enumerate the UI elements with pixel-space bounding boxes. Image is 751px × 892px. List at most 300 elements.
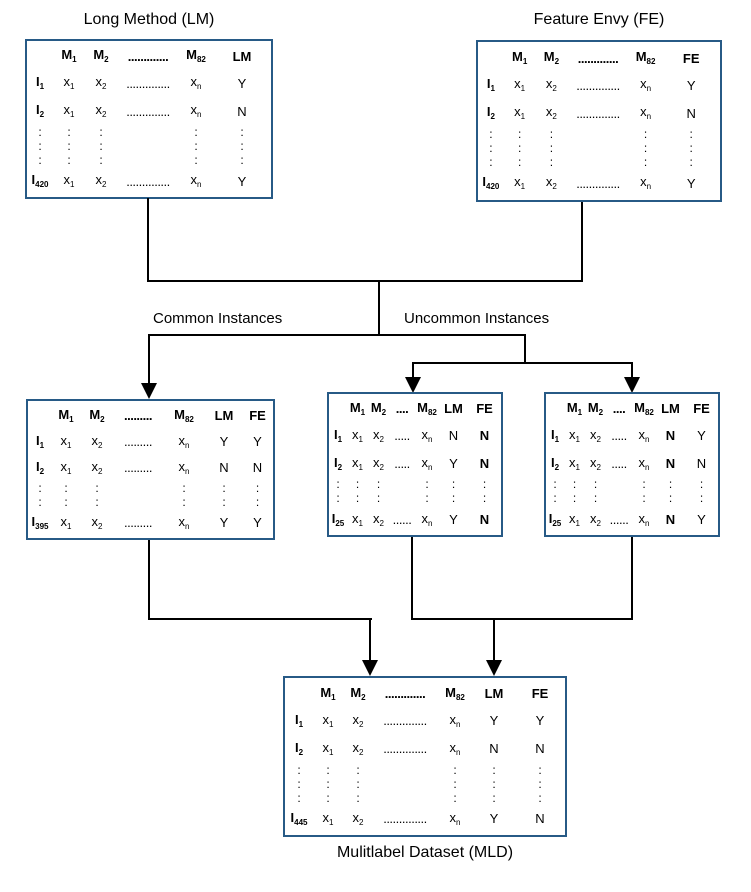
table-cell: : [689,155,693,169]
table-cell: : [355,477,360,492]
table-cell: : [67,153,71,167]
connector-line [631,537,633,620]
table-cell: $M_1$ [320,684,336,703]
table-cell: : [425,491,429,506]
table-cell: $M_2$ [93,47,109,65]
table-cell: ......... [123,515,152,531]
table-cell: : [699,477,704,492]
table-cell: $x_2$ [545,76,557,94]
table-cell: : [240,153,244,167]
table-cell: : [336,491,340,506]
table-cell: : [356,762,360,777]
table-cell: $I_2$ [333,454,343,472]
table-cell: N [219,460,229,476]
table-cell: : [38,495,42,510]
table-row [285,681,565,707]
table-cell: $x_n$ [421,427,433,445]
table-cell: $I_1$ [35,74,45,92]
table-cell: .............. [576,175,620,191]
table-cell: $x_1$ [569,510,580,528]
table-cell: N [665,428,676,444]
table-cell: $x_n$ [638,454,650,472]
table-cell: ............. [127,48,169,64]
table-cell: .............. [126,75,170,91]
table-cell: LM [214,407,234,423]
table-row [546,450,718,478]
table-cell: : [593,477,598,492]
table-cell: $x_1$ [569,454,580,472]
long-method-title: Long Method (LM) [83,11,215,28]
table-cell: : [38,125,42,139]
table-cell: : [538,790,542,805]
table-cell: $x_1$ [352,510,363,528]
table-cell: $x_1$ [322,739,334,758]
table-cell: : [453,776,457,791]
table-cell: $x_2$ [590,510,601,528]
table-cell: ......... [123,407,152,423]
table-cell: $I_1$ [35,432,45,450]
arrow-down-icon [141,383,157,399]
table-cell: : [194,153,198,167]
table-cell: $x_1$ [514,174,526,192]
table-cell: : [492,776,496,791]
table-cell: $x_2$ [91,514,103,532]
table-cell: : [689,141,693,155]
table-cell: : [668,477,673,492]
table-cell: : [451,491,456,506]
table-cell: $x_1$ [514,104,526,122]
table-cell: .............. [126,173,170,189]
table-row [285,777,565,791]
table-row [478,141,720,155]
table-cell: $x_n$ [638,510,650,528]
table-cell: $I_{395}$ [31,514,49,532]
table-row [27,125,271,139]
table-cell: $x_2$ [373,454,384,472]
table-cell: : [492,762,496,777]
table-cell: $x_2$ [373,510,384,528]
table-cell: $x_2$ [91,432,103,450]
table-row [478,169,720,197]
table-cell: $x_2$ [352,809,364,828]
table-cell: : [517,127,522,141]
common-instances-label: Common Instances [153,310,283,327]
table-row [478,45,720,71]
table-cell: Y [253,515,262,531]
table-cell: : [538,762,542,777]
table-cell: $I_2$ [486,104,495,122]
table-cell: Y [449,455,458,471]
table-cell: : [326,776,330,791]
table-cell: $x_1$ [322,809,334,828]
table-cell: $x_n$ [190,102,202,120]
table-cell: $x_1$ [60,432,72,450]
table-cell: $x_2$ [95,102,107,120]
table-row [478,155,720,169]
table-cell: $I_2$ [550,454,560,472]
table-cell: : [489,127,493,141]
table-cell: ............. [577,50,619,66]
connector-line [148,334,150,386]
table-cell: $x_n$ [638,427,650,445]
table-cell: $x_n$ [421,454,433,472]
table-cell: Y [489,811,499,826]
table-cell: : [517,141,522,155]
table-cell: Y [489,713,499,728]
table-row [546,422,718,450]
common-instances-table [26,399,275,540]
table-cell: $M_{82}$ [634,400,654,418]
table-cell: : [67,139,71,153]
table-cell: N [489,741,499,756]
table-cell: $M_{82}$ [417,400,437,418]
table-cell: ..... [611,428,627,444]
table-cell: $x_n$ [640,104,652,122]
table-cell: : [95,481,99,496]
table-cell: $M_1$ [349,400,366,418]
table-cell: $x_n$ [178,514,190,532]
table-cell: $x_2$ [545,174,557,192]
table-cell: : [222,495,226,510]
table-row [329,505,501,533]
table-cell: $x_2$ [91,459,103,477]
table-row [28,509,273,536]
table-cell: $M_{82}$ [174,406,194,425]
table-cell: N [479,511,490,527]
table-cell: ..... [611,455,627,471]
table-row [27,69,271,97]
table-cell: : [99,153,103,167]
table-row [329,491,501,505]
table-cell: $M_2$ [370,400,387,418]
table-cell: N [665,511,676,527]
table-cell: $I_{445}$ [290,809,308,828]
table-cell: : [425,477,429,492]
table-row [329,477,501,491]
table-cell: : [643,155,648,169]
table-cell: : [593,491,598,506]
table-cell: : [326,790,330,805]
table-cell: $x_n$ [178,459,190,477]
arrow-down-icon [624,377,640,393]
table-cell: FE [682,50,700,66]
table-cell: ...... [392,511,412,527]
table-row [546,505,718,533]
table-cell: $I_{420}$ [482,174,500,192]
table-row [27,139,271,153]
table-cell: FE [693,401,710,417]
table-row [546,491,718,505]
table-cell: : [549,127,554,141]
connector-line [493,618,495,662]
table-cell: ..... [394,428,410,444]
table-cell: : [297,790,301,805]
table-cell: $M_2$ [543,49,560,67]
table-cell: : [489,155,493,169]
table-cell: : [376,477,381,492]
table-cell: : [572,491,577,506]
table-cell: .... [395,401,409,417]
table-cell: $x_2$ [95,172,107,190]
table-cell: : [642,477,646,492]
connector-line [148,540,150,620]
table-cell: ......... [123,433,152,449]
table-cell: $x_n$ [190,172,202,190]
table-cell: $x_2$ [545,104,557,122]
table-cell: $x_n$ [640,76,652,94]
table-cell: N [479,428,490,444]
table-cell: Y [237,173,247,189]
table-cell: $M_1$ [58,406,74,425]
table-cell: $x_n$ [449,739,461,758]
table-row [28,455,273,482]
table-cell: : [255,481,260,496]
connector-line [581,202,583,282]
table-row [28,495,273,509]
table-row [285,791,565,805]
table-row [478,99,720,127]
table-cell: $x_1$ [569,427,580,445]
table-row [285,805,565,833]
table-cell: : [549,141,554,155]
table-cell: : [356,790,360,805]
table-cell: .............. [383,741,427,756]
table-cell: $I_1$ [550,427,560,445]
connector-line [411,537,413,620]
table-cell: $I_2$ [294,739,304,758]
table-row [285,763,565,777]
table-cell: : [643,127,648,141]
table-cell: $x_2$ [590,454,601,472]
table-cell: : [642,491,646,506]
connector-line [369,618,371,662]
table-cell: $M_{82}$ [445,684,465,703]
table-cell: : [572,477,577,492]
table-cell: $M_1$ [61,47,77,65]
table-cell: : [453,790,457,805]
table-cell: Y [697,428,706,444]
table-cell: Y [697,511,706,527]
table-cell: Y [253,433,262,449]
connector-line [524,334,526,364]
table-cell: $I_2$ [35,459,45,477]
table-cell: $x_2$ [95,74,107,92]
table-cell: : [182,495,186,510]
table-row [285,735,565,763]
table-cell: $x_n$ [449,809,461,828]
table-cell: ...... [609,511,629,527]
table-cell: : [356,776,360,791]
table-cell: : [668,491,673,506]
table-cell: $x_1$ [63,102,75,120]
mld-caption: Mulitlabel Dataset (MLD) [336,844,514,861]
table-cell: Y [237,75,247,91]
table-row [329,450,501,478]
connector-line [413,362,633,364]
table-cell: : [64,481,68,496]
uncommon-instances-label: Uncommon Instances [404,310,550,327]
table-cell: N [237,103,247,119]
table-cell: FE [531,686,549,701]
table-cell: $x_n$ [190,74,202,92]
table-cell: $x_n$ [640,174,652,192]
table-cell: N [535,741,545,756]
table-row [478,71,720,99]
table-cell: $x_2$ [352,711,364,730]
table-cell: $I_2$ [35,102,45,120]
table-cell: : [482,491,487,506]
table-cell: : [38,481,42,496]
table-cell: : [538,776,542,791]
table-cell: : [336,477,340,492]
feature-envy-table [476,40,722,202]
table-cell: : [240,125,244,139]
table-cell: $I_{25}$ [548,510,562,528]
connector-line [148,334,526,336]
table-row [329,422,501,450]
table-cell: N [535,811,545,826]
table-cell: : [182,481,186,496]
table-cell: : [194,125,198,139]
table-cell: : [643,141,648,155]
table-cell: .............. [576,105,620,121]
table-cell: : [689,127,693,141]
table-cell: : [482,477,487,492]
table-cell: N [665,455,676,471]
table-cell: Y [686,77,696,93]
multilabel-dataset-table [283,676,567,837]
table-cell: : [95,495,99,510]
table-cell: : [355,491,360,506]
table-cell: $x_2$ [373,427,384,445]
table-cell: Y [686,175,696,191]
table-row [27,167,271,195]
arrow-down-icon [486,660,502,676]
table-cell: $x_2$ [590,427,601,445]
table-cell: : [99,125,103,139]
table-cell: Y [219,515,229,531]
table-cell: N [686,105,696,121]
table-cell: $I_{25}$ [331,510,345,528]
table-cell: : [553,477,557,492]
table-cell: $x_n$ [421,510,433,528]
table-cell: LM [661,401,680,417]
table-cell: LM [484,686,504,701]
table-cell: .............. [383,713,427,728]
table-cell: : [451,477,456,492]
table-cell: : [699,491,704,506]
table-row [27,43,271,69]
table-cell: : [549,155,554,169]
table-cell: $x_2$ [352,739,364,758]
table-cell: $x_n$ [449,711,461,730]
table-cell: : [255,495,260,510]
connector-line [147,280,583,282]
table-cell: $M_1$ [511,49,528,67]
table-cell: FE [249,407,266,423]
table-cell: : [376,491,381,506]
table-cell: .............. [576,77,620,93]
table-cell: : [517,155,522,169]
table-cell: $M_2$ [89,406,105,425]
table-cell: : [240,139,244,153]
table-cell: ............. [384,686,426,701]
arrow-down-icon [405,377,421,393]
table-cell: Y [219,433,229,449]
table-row [28,481,273,495]
table-cell: $x_1$ [352,454,363,472]
table-cell: $x_1$ [514,76,526,94]
table-cell: Y [535,713,545,728]
table-cell: $x_1$ [63,172,75,190]
table-row [546,477,718,491]
table-cell: .............. [383,811,427,826]
table-cell: : [492,790,496,805]
table-cell: $x_1$ [63,74,75,92]
table-cell: $M_{82}$ [186,47,206,65]
table-cell: $x_1$ [60,514,72,532]
table-cell: $I_1$ [486,76,495,94]
table-cell: : [99,139,103,153]
table-cell: $M_1$ [566,400,583,418]
table-cell: : [489,141,493,155]
table-row [27,153,271,167]
table-cell: : [453,762,457,777]
table-cell: N [252,460,263,476]
table-cell: : [297,776,301,791]
table-cell: : [38,153,42,167]
table-row [546,396,718,422]
table-row [329,396,501,422]
table-row [27,97,271,125]
table-cell: N [448,428,459,444]
table-cell: : [194,139,198,153]
long-method-table [25,39,273,199]
table-cell: N [696,455,707,471]
table-row [28,403,273,428]
connector-line [411,618,633,620]
connector-line [147,198,149,282]
table-cell: $M_2$ [587,400,604,418]
table-cell: .... [612,401,626,417]
uncommon-from-fe-table [544,392,720,537]
table-cell: $x_1$ [60,459,72,477]
uncommon-from-lm-table [327,392,503,537]
table-cell: : [553,491,557,506]
table-cell: $x_1$ [322,711,334,730]
connector-line [148,618,372,620]
table-cell: $I_{420}$ [31,172,49,190]
table-cell: $M_2$ [350,684,366,703]
table-cell: N [479,455,490,471]
table-cell: : [67,125,71,139]
table-cell: .............. [126,103,170,119]
table-row [478,127,720,141]
table-cell: : [326,762,330,777]
table-cell: $M_{82}$ [635,49,656,67]
table-cell: ..... [394,455,410,471]
table-cell: FE [476,401,493,417]
table-cell: $x_1$ [352,427,363,445]
table-cell: $I_1$ [333,427,343,445]
table-cell: : [38,139,42,153]
table-cell: : [222,481,226,496]
table-row [28,428,273,455]
table-cell: $x_n$ [178,432,190,450]
table-cell: : [297,762,301,777]
table-cell: : [64,495,68,510]
table-row [285,707,565,735]
